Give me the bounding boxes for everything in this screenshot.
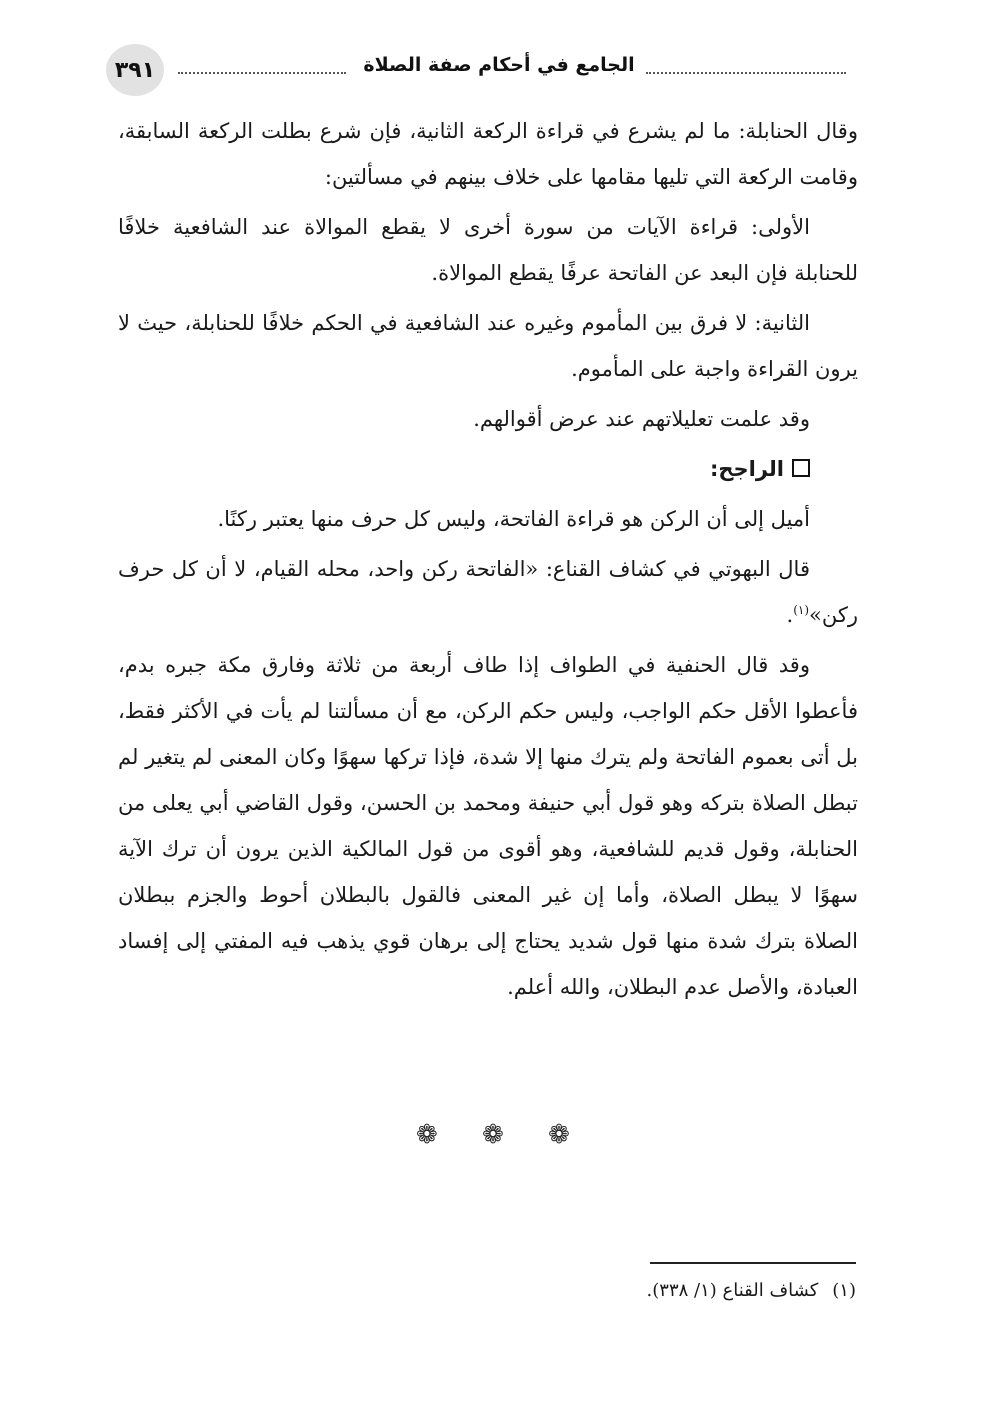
- page-body: [118, 108, 858, 1014]
- paragraph-1: وقال الحنابلة: ما لم يشرع في قراءة الركعة الثانية، فإن شرع بطلت الركعة السابقة، وقامت الركعة التي تليها مقامها على خلاف بينهم في مسألتين:: [118, 119, 858, 189]
- footnote-text: كشاف القناع (١/ ٣٣٨).: [646, 1280, 819, 1301]
- paragraph-2: الأولى: قراءة الآيات من سورة أخرى لا يقطع الموالاة عند الشافعية خلافًا للحنابلة فإن البعد عن الفاتحة عرفًا يقطع الموالاة.: [118, 215, 858, 285]
- footnote-reference[interactable]: (١): [793, 603, 810, 617]
- page-number: ٣٩١: [106, 44, 164, 96]
- paragraph-5: أميل إلى أن الركن هو قراءة الفاتحة، وليس كل حرف منها يعتبر ركنًا.: [217, 507, 810, 531]
- footnote-separator: [650, 1262, 856, 1264]
- paragraph-4: وقد علمت تعليلاتهم عند عرض أقوالهم.: [473, 407, 810, 431]
- quote-end-punct: .: [786, 603, 794, 627]
- book-title: الجامع في أحكام صفة الصلاة: [363, 54, 635, 76]
- footnote-number: (١): [832, 1280, 856, 1301]
- section-heading: [118, 446, 858, 492]
- section-ornament: ❁ ❁ ❁: [416, 1120, 588, 1150]
- paragraph-7: وقد قال الحنفية في الطواف إذا طاف أربعة من ثلاثة وفارق مكة جبره بدم، فأعطوا الأقل حكم الواجب، وليس حكم الركن، مع أن مسألتنا لم يأت في الأكثر فقط، بل أتى بعموم الفاتحة ولم يترك منها إلا شدة، فإذا تركها سهوًا وكان المعنى لم يتغير لم تبطل الصلاة بتركه وهو قول أبي حنيفة ومحمد بن الحسن، وقول القاضي أبي يعلى من الحنابلة، وقول قديم للشافعية، وهو أقوى من قول المالكية الذين يرون أن ترك الآية سهوًا لا يبطل الصلاة، وأما إن غير المعنى فالقول بالبطلان أحوط والجزم ببطلان الصلاة بترك شدة منها قول شديد يحتاج إلى برهان قوي يذهب فيه المفتي إلى إفساد العبادة، والأصل عدم البطلان، والله أعلم.: [118, 653, 858, 999]
- running-header: [106, 44, 856, 104]
- paragraph-3: الثانية: لا فرق بين المأموم وغيره عند الشافعية في الحكم خلافًا للحنابلة، حيث لا يرون القراءة واجبة على المأموم.: [118, 311, 858, 381]
- section-heading-text: الراجح:: [709, 457, 784, 481]
- square-bullet-icon: [792, 459, 810, 477]
- paragraph-6: [118, 546, 858, 638]
- footnote-1: [300, 1276, 856, 1306]
- quote-text: قال البهوتي في كشاف القناع: «الفاتحة ركن واحد، محله القيام، لا أن كل حرف ركن»: [118, 557, 858, 627]
- header-dotted-rule-left: [178, 72, 346, 74]
- header-dotted-rule-right: [646, 72, 846, 74]
